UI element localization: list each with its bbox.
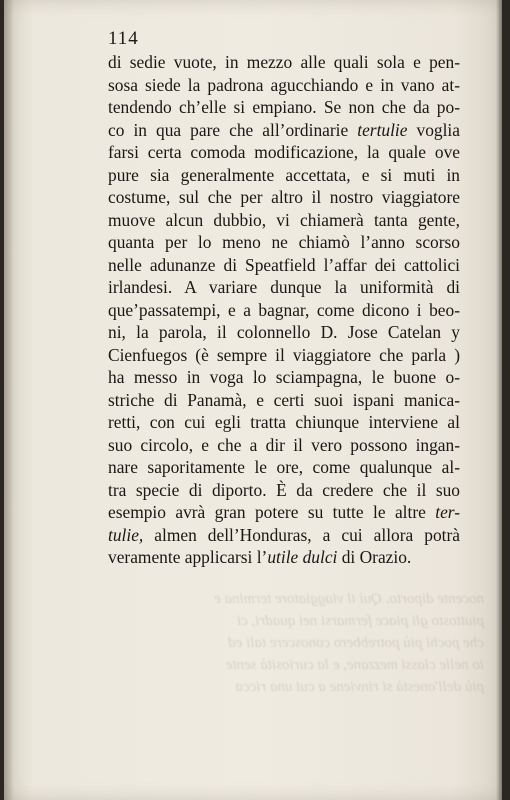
text-run: nelle adunanze di Speatfield l’affar dei cattolici — [108, 254, 460, 275]
text-run: co in qua pare che all’ordinarie — [108, 119, 358, 140]
text-line — [108, 231, 460, 254]
text-run: pure sia generalmente accettata, e si muti in — [108, 164, 460, 185]
text-line — [108, 186, 460, 209]
text-line — [108, 366, 460, 389]
text-run: costume, sul che per altro il nostro viaggiatore — [108, 187, 460, 207]
italic-run: tulie, — [108, 524, 144, 545]
page-gutter-shadow — [4, 0, 14, 800]
text-line — [108, 119, 460, 142]
text-run: suo circolo, e che a dir il vero possono ingan- — [108, 434, 460, 455]
page-edge-shadow — [496, 0, 502, 800]
text-line — [108, 254, 460, 277]
text-line — [108, 141, 460, 164]
text-run: quanta per lo meno ne chiamò l’anno scorso — [108, 232, 460, 252]
text-run: esempio avrà gran potere su tutte le altre — [108, 502, 436, 522]
text-run: nare saporitamente le ore, come qualunque al- — [108, 457, 460, 477]
text-line — [108, 524, 460, 547]
text-line — [108, 501, 460, 524]
text-line — [108, 344, 460, 367]
text-run: tra specie di diporto. È da credere che il suo — [108, 479, 460, 500]
text-line — [108, 546, 460, 569]
text-run: tendendo ch’elle si empiano. Se non che da po- — [108, 97, 460, 117]
text-line — [108, 74, 460, 97]
text-line — [108, 411, 460, 434]
text-line — [108, 389, 460, 412]
text-run: ni, la parola, il colonnello D. Jose Catelan y — [108, 322, 460, 342]
text-line — [108, 276, 460, 299]
bleed-line: piuttosto gli piace fermarsi nei quadri, ci — [236, 613, 484, 629]
text-line — [108, 479, 460, 502]
text-run: que’passatempi, e a bagnar, come dicono i beo- — [108, 299, 460, 320]
text-run: retti, con cui egli tratta chiunque interviene al — [108, 412, 460, 432]
text-line — [108, 299, 460, 322]
text-line — [108, 321, 460, 344]
bleed-line: nocente diporto. Quì il viaggiatore termina e — [214, 591, 484, 607]
body-paragraph — [108, 51, 460, 569]
text-run: di sedie vuote, in mezzo alle quali sola e pen- — [108, 52, 460, 72]
text-run: striche di Panamà, e certi suoi ispani manica- — [108, 389, 460, 410]
text-run: irlandesi. A variare dunque la uniformità di — [108, 277, 460, 297]
bleed-line: più dell'onestà si rinviene a cui una ricca — [235, 679, 484, 695]
bleed-line: io nelle classi mezzane, e la curiosità sente — [225, 657, 484, 673]
text-run: voglia — [407, 119, 460, 140]
bleed-line: che pochi più potrebbero conoscere tali ed — [228, 635, 484, 651]
text-line — [108, 456, 460, 479]
text-line — [108, 51, 460, 74]
italic-run: tertulie — [357, 119, 408, 140]
text-line — [108, 164, 460, 187]
book-page — [4, 0, 502, 800]
text-run: almen dell’Honduras, a cui allora potrà — [143, 524, 460, 545]
bleed-through-text — [122, 588, 484, 698]
italic-run: utile dulci — [267, 547, 338, 567]
text-line — [108, 209, 460, 232]
text-line — [108, 96, 460, 119]
italic-run: ter- — [435, 502, 460, 522]
page-number: 114 — [108, 28, 139, 49]
text-run: di Orazio. — [337, 547, 412, 567]
text-run: farsi certa comoda modificazione, la quale ove — [108, 142, 460, 162]
text-run: ha messo in voga lo sciampagna, le buone o- — [108, 367, 460, 387]
text-run: muove alcun dubbio, vi chiamerà tanta gente, — [108, 209, 460, 230]
text-run: Cienfuegos (è sempre il viaggiatore che parla ) — [108, 344, 460, 365]
text-run: veramente applicarsi l’ — [108, 547, 268, 567]
text-run: sosa siede la padrona agucchiando e in vano at- — [108, 74, 460, 95]
text-line — [108, 434, 460, 457]
